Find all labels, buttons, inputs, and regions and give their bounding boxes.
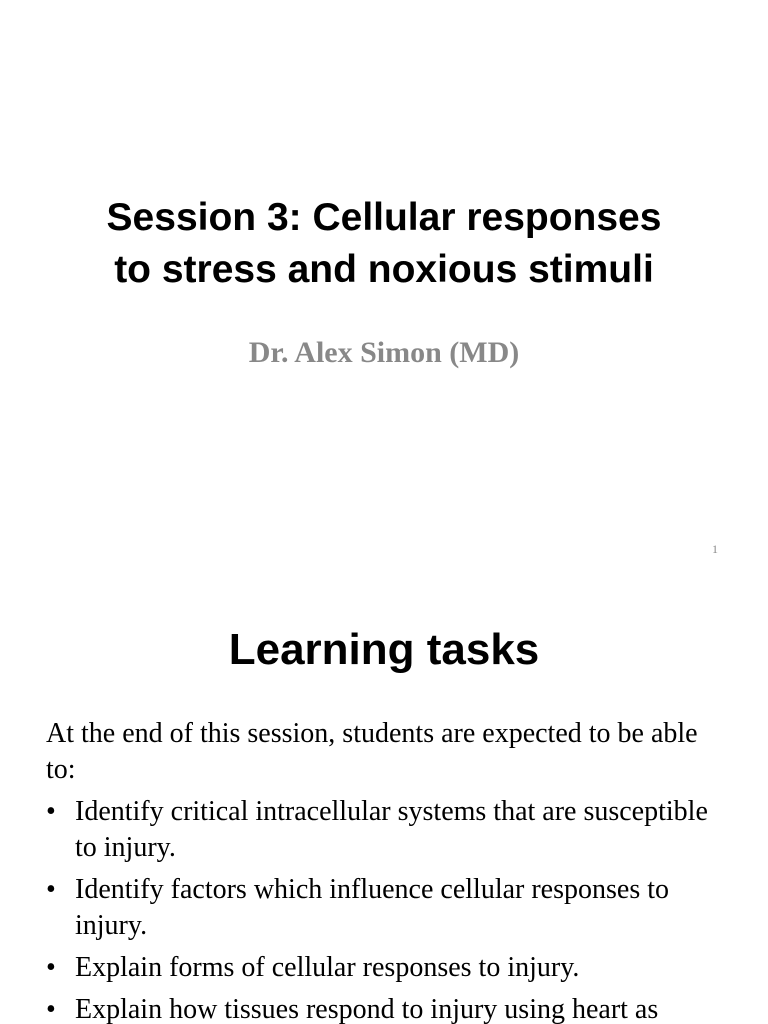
session-title-line-2: to stress and noxious stimuli xyxy=(114,248,654,291)
learning-tasks-body xyxy=(46,716,726,1024)
list-item xyxy=(46,950,726,986)
bullet-icon: • xyxy=(46,994,56,1024)
list-item-text: Identify critical intracellular systems that are susceptible to injury. xyxy=(75,796,708,863)
session-title-line-1: Session 3: Cellular responses xyxy=(106,196,662,239)
learning-tasks-list xyxy=(46,794,726,1024)
list-item-text: Identify factors which influence cellular responses to injury. xyxy=(75,874,670,941)
bullet-icon: • xyxy=(46,874,56,905)
bullet-icon: • xyxy=(46,796,56,827)
list-item xyxy=(46,992,726,1024)
list-item xyxy=(46,794,726,866)
presenter-name: Dr. Alex Simon (MD) xyxy=(248,336,520,369)
list-item xyxy=(46,872,726,944)
session-title xyxy=(0,192,768,296)
intro-text: At the end of this session, students are expected to be able to: xyxy=(46,718,698,785)
bullet-icon: • xyxy=(46,952,56,983)
slide-number: 1 xyxy=(712,542,718,556)
learning-tasks-title: Learning tasks xyxy=(228,625,540,674)
list-item-text: Explain forms of cellular responses to injury. xyxy=(75,952,580,983)
list-item-text: Explain how tissues respond to injury using heart as xyxy=(75,994,659,1024)
slide-2 xyxy=(0,576,768,1024)
